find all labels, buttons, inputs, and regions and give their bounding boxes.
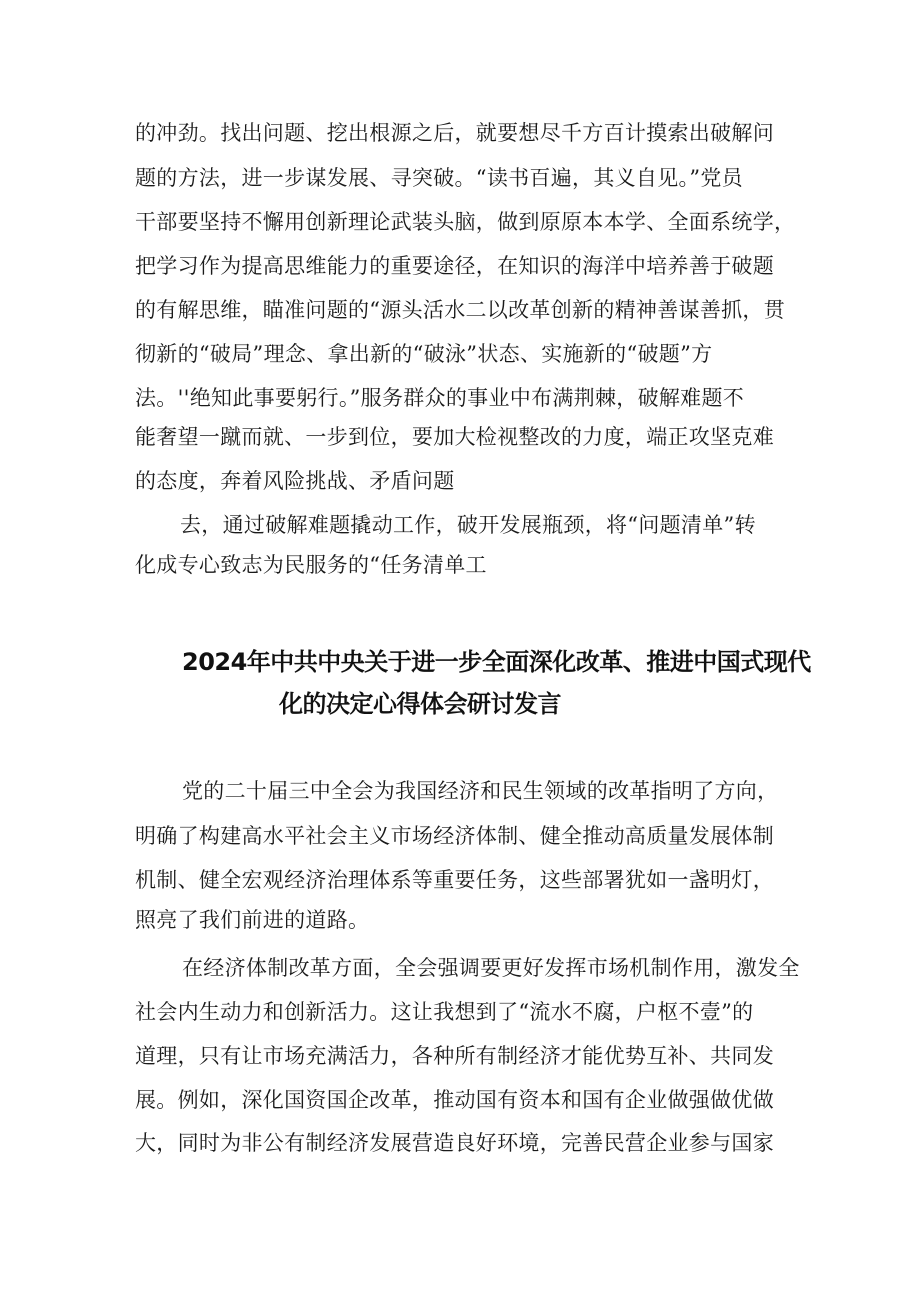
paragraph-line: 大，同时为非公有制经济发展营造良好环境，完善民营企业参与国家: [135, 1131, 774, 1155]
paragraph-line: 的态度，奔着风险挑战、矛盾问题: [135, 469, 455, 493]
page-title-continued: 化的决定心得体会研讨发言: [279, 690, 561, 718]
paragraph-line: 社会内生动力和创新活力。这让我想到了“流水不腐，户枢不壹”的: [135, 1000, 754, 1024]
paragraph-line: 去，通过破解难题撬动工作，破开发展瓶颈，将“问题清单”转: [180, 513, 756, 537]
page-title: 2024年中共中央关于进一步全面深化改革、推进中国式现代: [182, 648, 811, 676]
paragraph-line: 干部要坚持不懈用创新理论武装头脑，做到原原本本学、全面系统学，: [135, 210, 796, 234]
paragraph-line: 展。例如，深化国资国企改革，推动国有资本和国有企业做强做优做: [135, 1088, 774, 1112]
paragraph-line: 能奢望一蹴而就、一步到位，要加大检视整改的力度，端正攻坚克难: [135, 425, 774, 449]
paragraph-line: 机制、健全宏观经济治理体系等重要任务，这些部署犹如一盏明灯，: [135, 868, 774, 892]
paragraph-line: 的冲劲。找出问题、挖出根源之后，就要想尽千方百计摸索出破解问: [135, 121, 774, 145]
paragraph-line: 法。''绝知此事要躬行。”服务群众的事业中布满荆棘，破解难题不: [135, 386, 745, 410]
paragraph-line: 题的方法，进一步谋发展、寻突破。“读书百遍，其义自见。”党员: [135, 166, 743, 190]
paragraph-line: 明确了构建高水平社会主义市场经济体制、健全推动高质量发展体制: [135, 824, 774, 848]
paragraph-line: 彻新的“破局”理念、拿出新的“破泳”状态、实施新的“破题”方: [135, 342, 713, 366]
paragraph-line: 在经济体制改革方面，全会强调要更好发挥市场机制作用，激发全: [182, 956, 800, 980]
paragraph-line: 党的二十届三中全会为我国经济和民生领域的改革指明了方向，: [182, 779, 779, 803]
paragraph-line: 照亮了我们前进的道路。: [135, 908, 370, 932]
paragraph-line: 化成专心致志为民服务的“任务清单工: [135, 553, 487, 577]
paragraph-line: 道理，只有让市场充满活力，各种所有制经济才能优势互补、共同发: [135, 1044, 774, 1068]
paragraph-line: 把学习作为提高思维能力的重要途径，在知识的海洋中培养善于破题: [135, 254, 774, 278]
paragraph-line: 的有解思维，瞄准问题的“源头活水二以改革创新的精神善谋善抓，贯: [135, 298, 786, 322]
